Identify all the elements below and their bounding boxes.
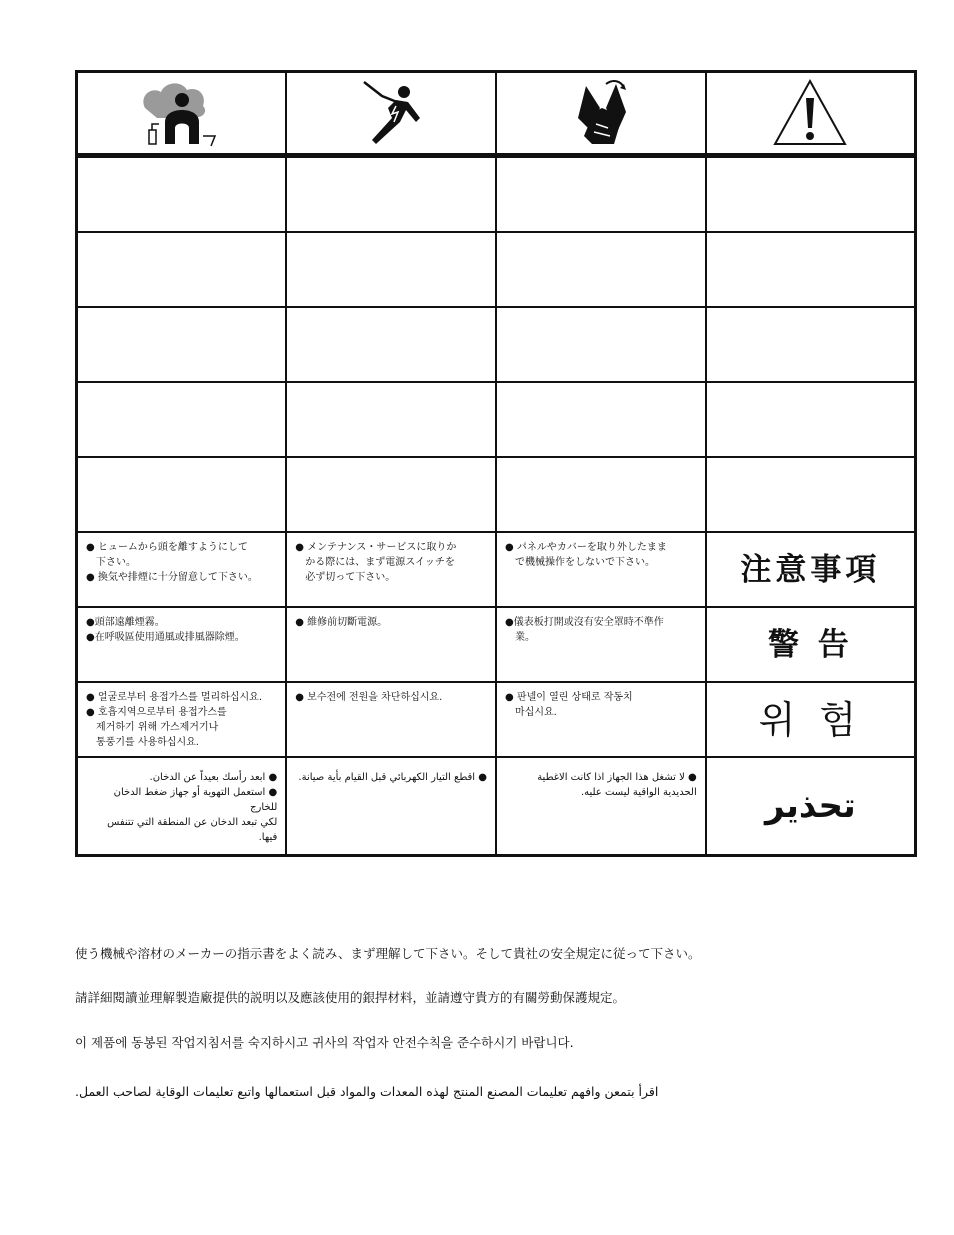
blank-cell bbox=[286, 232, 496, 307]
arabic-shock-cell bbox=[286, 757, 496, 856]
blank-cell bbox=[706, 382, 916, 457]
footer-japanese: 使う機械や溶材のメーカーの指示書をよく読み、まず理解して下さい。そして貴社の安全規定に従って下さい。 bbox=[75, 946, 701, 961]
blank-cell bbox=[496, 457, 706, 532]
footer-chinese: 請詳細閱讀並理解製造廠提供的説明以及應該使用的銀捍材料，並請遵守貴方的有關勞動保護規定。 bbox=[75, 990, 626, 1005]
blank-row bbox=[77, 156, 916, 233]
chinese-fumes-cell bbox=[77, 607, 287, 682]
chinese-shock-cell bbox=[286, 607, 496, 682]
blank-row bbox=[77, 307, 916, 382]
blank-row bbox=[77, 232, 916, 307]
footer-arabic-text: اقرأ بتمعن وافهم تعليمات المصنع المنتج لهذه المعدات والمواد قبل استعمالها واتبع تعليمات الوقاية لصاحب العمل. bbox=[75, 1084, 659, 1099]
japanese-parts-cell bbox=[496, 532, 706, 607]
blank-cell bbox=[77, 382, 287, 457]
blank-cell bbox=[77, 156, 287, 233]
japanese-fumes-line: ● ヒュームから頭を離すようにして bbox=[86, 542, 248, 553]
blank-cell bbox=[706, 156, 916, 233]
chinese-row bbox=[77, 607, 916, 682]
korean-fumes-line: ● 얼굴로부터 용접가스를 멀리하십시요. bbox=[86, 692, 263, 703]
chinese-fumes-line: ●頭部遠離煙霧。 bbox=[86, 617, 165, 628]
blank-cell bbox=[496, 232, 706, 307]
korean-parts-line: 마십시요. bbox=[505, 707, 557, 718]
korean-shock-cell bbox=[286, 682, 496, 757]
blank-cell bbox=[77, 307, 287, 382]
arabic-fumes-line: ● استعمل التهوية أو جهاز ضغط الدخان للخارج bbox=[113, 787, 278, 813]
blank-cell bbox=[286, 382, 496, 457]
arabic-warning-cell bbox=[706, 757, 916, 856]
blank-cell bbox=[77, 457, 287, 532]
korean-fumes-line: 통풍기를 사용하십시요. bbox=[86, 737, 199, 748]
chinese-parts-line: 業。 bbox=[505, 632, 535, 643]
japanese-parts-line: ● パネルやカバーを取り外したまま bbox=[505, 542, 667, 553]
blank-cell bbox=[706, 307, 916, 382]
blank-cell bbox=[706, 457, 916, 532]
korean-warning-cell bbox=[706, 682, 916, 757]
japanese-shock-line: 必ず切って下さい。 bbox=[295, 572, 396, 583]
moving-parts-hand-icon bbox=[497, 78, 705, 148]
blank-cell bbox=[286, 307, 496, 382]
japanese-shock-cell bbox=[286, 532, 496, 607]
electric-shock-icon bbox=[287, 78, 495, 148]
japanese-row bbox=[77, 532, 916, 607]
japanese-parts-line: で機械操作をしないで下さい。 bbox=[505, 557, 655, 568]
japanese-warning-cell bbox=[706, 532, 916, 607]
korean-fumes-cell bbox=[77, 682, 287, 757]
moving-parts-cell bbox=[496, 72, 706, 156]
chinese-parts-line: ●儀表板打開或沒有安全罩時不準作 bbox=[505, 617, 664, 628]
arabic-fumes-line: لكي تبعد الدخان عن المنطقة التي تتنفس فيها. bbox=[107, 817, 278, 843]
blank-row bbox=[77, 457, 916, 532]
arabic-parts-line: ● لا تشغل هذا الجهاز اذا كانت الاغطية bbox=[537, 772, 697, 783]
chinese-parts-cell bbox=[496, 607, 706, 682]
footer-arabic bbox=[75, 1084, 911, 1100]
arabic-parts-line: الحديدية الواقية ليست عليه. bbox=[580, 787, 697, 798]
blank-cell bbox=[286, 457, 496, 532]
korean-warning-word: 위 험 bbox=[758, 697, 863, 742]
japanese-shock-line: ● メンテナンス・サービスに取りか bbox=[295, 542, 457, 553]
blank-row bbox=[77, 382, 916, 457]
footer-korean: 이 제품에 동봉된 작업지침서를 숙지하시고 귀사의 작업자 안전수칙을 준수하시기 바랍니다. bbox=[75, 1035, 574, 1050]
arabic-fumes-cell bbox=[77, 757, 287, 856]
arabic-shock-line: ● اقطع التيار الكهربائي قبل القيام بأية صيانة. bbox=[298, 772, 487, 783]
blank-cell bbox=[496, 307, 706, 382]
blank-cell bbox=[286, 156, 496, 233]
icon-row bbox=[77, 72, 916, 156]
korean-parts-line: ● 판넬이 열린 상태로 작동치 bbox=[505, 692, 633, 703]
blank-cell bbox=[496, 382, 706, 457]
chinese-fumes-line: ●在呼吸區使用通風或排風器除煙。 bbox=[86, 632, 245, 643]
blank-cell bbox=[706, 232, 916, 307]
blank-cell bbox=[77, 232, 287, 307]
arabic-parts-cell bbox=[496, 757, 706, 856]
korean-shock-line: ● 보수전에 전원을 차단하십시요. bbox=[295, 692, 443, 703]
korean-fumes-line: 제거하기 위해 가스제거기나 bbox=[86, 722, 219, 733]
japanese-fumes-line: 下さい。 bbox=[86, 557, 136, 568]
arabic-row bbox=[77, 757, 916, 856]
japanese-fumes-line: ● 換気や排煙に十分留意して下さい。 bbox=[86, 572, 258, 583]
korean-parts-cell bbox=[496, 682, 706, 757]
korean-row bbox=[77, 682, 916, 757]
japanese-warning-word: 注意事項 bbox=[740, 551, 881, 588]
chinese-warning-cell bbox=[706, 607, 916, 682]
korean-fumes-line: ● 호흡지역으로부터 용접가스를 bbox=[86, 707, 227, 718]
warning-triangle-icon bbox=[707, 78, 914, 148]
fumes-cell bbox=[77, 72, 287, 156]
arabic-warning-word: تحذير bbox=[764, 786, 856, 826]
fumes-icon bbox=[78, 78, 285, 148]
japanese-fumes-cell bbox=[77, 532, 287, 607]
blank-cell bbox=[496, 156, 706, 233]
chinese-warning-word: 警 告 bbox=[767, 626, 853, 663]
chinese-shock-line: ● 維修前切斷電源。 bbox=[295, 617, 388, 628]
safety-warning-table bbox=[75, 70, 917, 857]
japanese-shock-line: かる際には、まず電源スイッチを bbox=[295, 557, 455, 568]
electric-shock-cell bbox=[286, 72, 496, 156]
warning-cell bbox=[706, 72, 916, 156]
arabic-fumes-line: ● ابعد رأسك بعيداً عن الدخان. bbox=[149, 772, 278, 783]
